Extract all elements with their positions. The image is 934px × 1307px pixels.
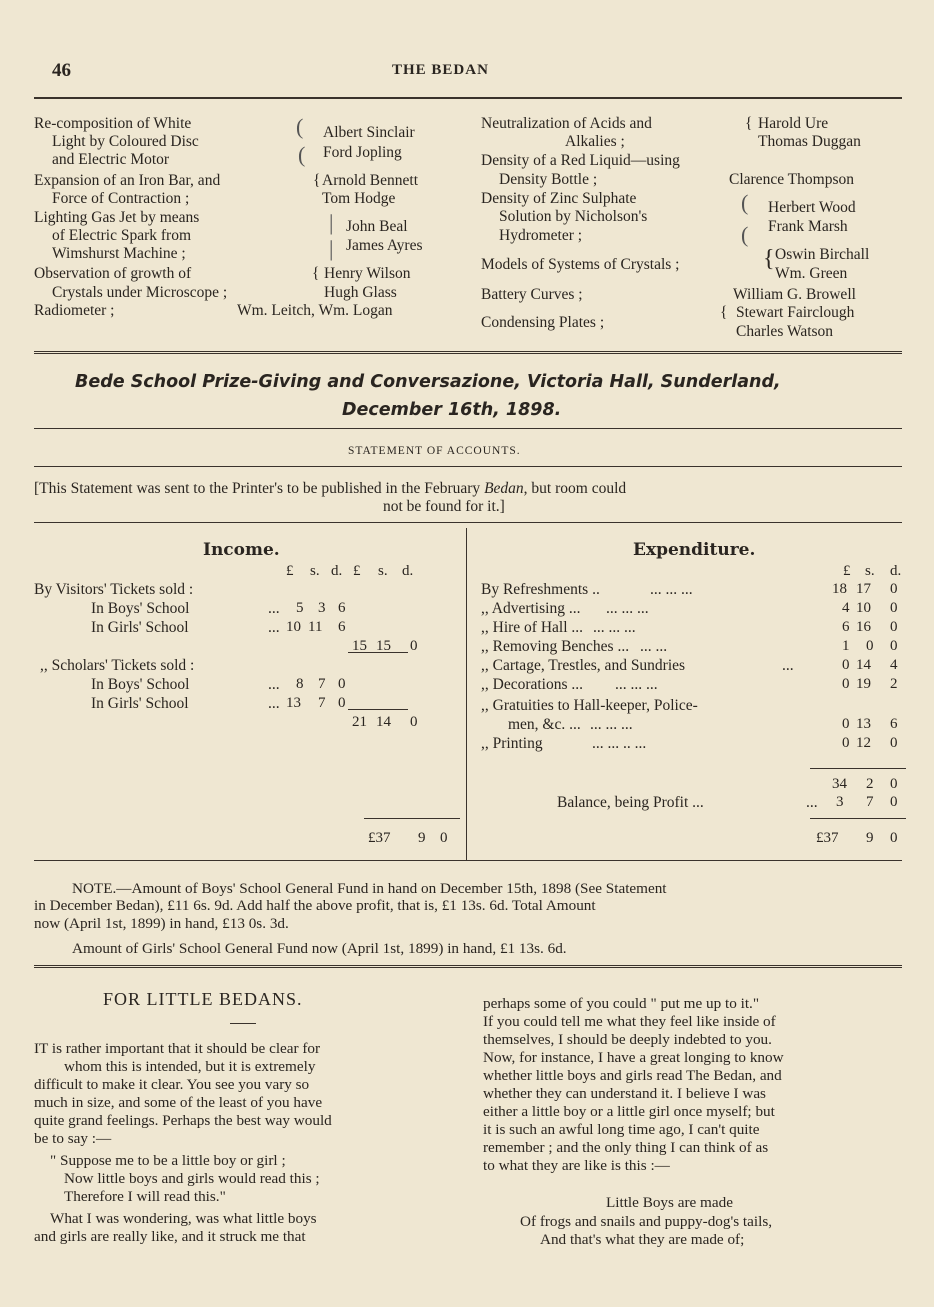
statement-heading: STATEMENT OF ACCOUNTS.: [348, 445, 521, 457]
accounts-bottom-rule: [34, 860, 902, 861]
experiment-title: Lighting Gas Jet by means: [34, 209, 200, 226]
leader-dots: ...: [268, 600, 280, 617]
title-rule: [34, 428, 902, 429]
expenditure-label: ,, Cartage, Trestles, and Sundries: [481, 657, 686, 674]
article-line: whether they can understand it. I believe I was: [483, 1085, 766, 1102]
experiment-name: Herbert Wood: [768, 199, 856, 216]
income-amount: 13: [286, 695, 301, 711]
expenditure-label: ,, Advertising ...: [481, 600, 581, 617]
article-line: Now, for instance, I have a great longing to know: [483, 1049, 784, 1066]
experiment-title: Observation of growth of: [34, 265, 192, 282]
experiment-title: Wimshurst Machine ;: [52, 245, 186, 262]
experiment-title: Expansion of an Iron Bar, and: [34, 172, 221, 189]
experiment-title: Battery Curves ;: [481, 286, 583, 303]
expenditure-total-pounds: £37: [816, 830, 839, 846]
experiment-name: John Beal: [346, 218, 408, 235]
income-label: In Boys' School: [91, 600, 190, 617]
expenditure-amount: 12: [856, 735, 871, 751]
expenditure-total-pence: 0: [890, 830, 898, 846]
experiment-name: Wm. Leitch, Wm. Logan: [237, 302, 393, 319]
expenditure-amount: 1: [842, 638, 850, 654]
expenditure-amount: 0: [842, 657, 850, 673]
expenditure-amount: 0: [890, 638, 898, 654]
income-total-pence: 0: [440, 830, 448, 846]
experiment-name: Henry Wilson: [324, 265, 411, 282]
column-head: d.: [402, 563, 414, 579]
income-amount: 6: [338, 619, 346, 635]
column-head: £: [353, 563, 361, 579]
experiment-name: William G. Browell: [733, 286, 856, 303]
leader-dots: ...: [268, 695, 280, 712]
note-line: Amount of Girls' School General Fund now (April 1st, 1899) in hand, £1 13s. 6d.: [72, 940, 567, 957]
income-amount: 0: [410, 638, 418, 654]
section-rule: [34, 351, 902, 354]
expenditure-amount: 13: [856, 716, 871, 732]
experiment-title: Force of Contraction ;: [52, 190, 190, 207]
income-amount: 6: [338, 600, 346, 616]
income-label: In Girls' School: [91, 695, 189, 712]
brace: (: [296, 114, 304, 139]
income-amount: 7: [318, 695, 326, 711]
leader-dots: ... ... ...: [593, 619, 636, 636]
experiment-name: Thomas Duggan: [758, 133, 861, 150]
expenditure-amount: 17: [856, 581, 871, 597]
experiment-title: Radiometer ;: [34, 302, 115, 319]
article-title: FOR LITTLE BEDANS.: [103, 989, 303, 1009]
income-amount: 11: [308, 619, 323, 635]
income-amount: 14: [376, 714, 391, 730]
article-line: IT is rather important that it should be clear for: [34, 1040, 321, 1057]
heading-rule: [34, 466, 902, 467]
leader-dots: ...: [268, 619, 280, 636]
expenditure-label: ,, Printing: [481, 735, 543, 752]
experiment-name: Hugh Glass: [324, 284, 397, 301]
leader-dots: ... ... .. ...: [592, 735, 647, 752]
expenditure-total-shillings: 9: [866, 830, 874, 846]
brace: {: [720, 304, 728, 321]
article-line: either a little boy or a little girl once myself; but: [483, 1103, 775, 1120]
income-amount: 7: [318, 676, 326, 692]
expenditure-label: ,, Gratuities to Hall-keeper, Police-: [481, 697, 698, 714]
leader-dots: ...: [782, 657, 794, 674]
article-line: perhaps some of you could " put me up to it.": [483, 995, 760, 1012]
column-head: s.: [378, 563, 388, 579]
verse-line: And that's what they are made of;: [540, 1231, 745, 1248]
expenditure-amount: 2: [890, 676, 898, 692]
income-total-pounds: £37: [368, 830, 391, 846]
article-line: " Suppose me to be a little boy or girl ;: [50, 1152, 286, 1169]
experiment-name: Stewart Fairclough: [736, 304, 855, 321]
leader-dots: ...: [268, 676, 280, 693]
page-number: 46: [52, 60, 71, 81]
leader-dots: ... ... ...: [650, 581, 693, 598]
header-rule: [34, 97, 902, 99]
note-line: now (April 1st, 1899) in hand, £13 0s. 3d.: [34, 915, 289, 932]
brace: (: [741, 190, 749, 215]
income-total-rule: [364, 818, 460, 819]
column-head: £: [843, 563, 851, 579]
income-subtotal-rule: [348, 709, 408, 710]
income-subtotal-rule: [348, 652, 408, 653]
expenditure-amount: 0: [890, 600, 898, 616]
income-label: In Boys' School: [91, 676, 190, 693]
experiment-title: Neutralization of Acids and: [481, 115, 652, 132]
accounts-divider: [466, 528, 467, 860]
leader-dots: ... ... ...: [606, 600, 649, 617]
experiment-name: Arnold Bennett: [322, 172, 418, 189]
experiment-title: Density of a Red Liquid—using: [481, 152, 680, 169]
leader-dots: ... ...: [640, 638, 668, 655]
expenditure-subtotal-shillings: 2: [866, 776, 874, 792]
note-line: in December Bedan), £11 6s. 9d. Add half the above profit, that is, £1 13s. 6d. Total Amount: [34, 897, 596, 914]
article-line: much in size, and some of the least of you have: [34, 1094, 323, 1111]
experiment-name: Oswin Birchall: [775, 246, 870, 263]
article-line: quite grand feelings. Perhaps the best way would: [34, 1112, 332, 1129]
verse-line: Of frogs and snails and puppy-dog's tails,: [520, 1213, 773, 1230]
article-line: If you could tell me what they feel like inside of: [483, 1013, 776, 1030]
income-total-shillings: 9: [418, 830, 426, 846]
statement-note: [This Statement was sent to the Printer's to be published in the February Bedan, but room could: [34, 480, 627, 497]
brace: {: [313, 172, 321, 189]
experiment-title: Re-composition of White: [34, 115, 192, 132]
expenditure-label: men, &c. ...: [508, 716, 581, 733]
experiment-name: James Ayres: [346, 237, 423, 254]
balance-label: Balance, being Profit ...: [557, 794, 704, 811]
leader-dots: ...: [806, 794, 818, 811]
income-label: ,, Scholars' Tickets sold :: [40, 657, 195, 674]
experiment-title: Models of Systems of Crystals ;: [481, 256, 680, 273]
experiment-title: Crystals under Microscope ;: [52, 284, 228, 301]
income-amount: 21: [352, 714, 367, 730]
income-heading: Income.: [203, 540, 280, 560]
income-amount: 15: [352, 638, 367, 654]
brace: (: [741, 222, 749, 247]
article-line: it is such an awful long time ago, I can't quite: [483, 1121, 760, 1138]
expenditure-amount: 0: [842, 735, 850, 751]
experiment-title: and Electric Motor: [52, 151, 170, 168]
event-title-line-1: Bede School Prize-Giving and Conversazione, Victoria Hall, Sunderland,: [75, 372, 781, 392]
section-rule: [34, 965, 902, 968]
experiment-title: Hydrometer ;: [499, 227, 583, 244]
verse-line: Little Boys are made: [606, 1194, 733, 1211]
expenditure-amount: 0: [866, 638, 874, 654]
column-head: s.: [310, 563, 320, 579]
expenditure-amount: 0: [890, 735, 898, 751]
income-amount: 0: [338, 676, 346, 692]
expenditure-amount: 16: [856, 619, 871, 635]
expenditure-total-rule: [810, 818, 906, 819]
income-label: In Girls' School: [91, 619, 189, 636]
article-line: difficult to make it clear. You see you vary so: [34, 1076, 310, 1093]
article-line: What I was wondering, was what little boys: [50, 1210, 317, 1227]
brace: {: [745, 115, 753, 132]
experiment-name: Charles Watson: [736, 323, 834, 340]
event-title-line-2: December 16th, 1898.: [342, 400, 562, 420]
expenditure-amount: 6: [890, 716, 898, 732]
article-line: themselves, I should be deeply indebted to you.: [483, 1031, 772, 1048]
column-head: £: [286, 563, 294, 579]
income-amount: 0: [410, 714, 418, 730]
statement-note-line-2: not be found for it.]: [383, 498, 505, 515]
experiment-title: Alkalies ;: [565, 133, 625, 150]
article-line: Now little boys and girls would read this ;: [64, 1170, 320, 1187]
column-head: d.: [890, 563, 902, 579]
article-line: whom this is intended, but it is extremely: [64, 1058, 316, 1075]
balance-pounds: 3: [836, 794, 844, 810]
brace: (: [298, 142, 306, 167]
note-line: NOTE.—Amount of Boys' School General Fund in hand on December 15th, 1898 (See Statement: [72, 880, 667, 897]
experiment-title: of Electric Spark from: [52, 227, 192, 244]
expenditure-amount: 6: [842, 619, 850, 635]
experiment-name: Tom Hodge: [322, 190, 396, 207]
experiment-name: Ford Jopling: [323, 144, 402, 161]
expenditure-amount: 10: [856, 600, 871, 616]
brace: |: [329, 210, 334, 235]
expenditure-amount: 18: [832, 581, 847, 597]
experiment-title: Condensing Plates ;: [481, 314, 605, 331]
title-dash: [230, 1023, 256, 1024]
expenditure-amount: 4: [890, 657, 898, 673]
column-head: s.: [865, 563, 875, 579]
income-label: By Visitors' Tickets sold :: [34, 581, 194, 598]
leader-dots: ... ... ...: [590, 716, 633, 733]
experiment-name: Harold Ure: [758, 115, 829, 132]
brace: {: [312, 265, 320, 282]
brace: |: [329, 236, 334, 261]
article-line: and girls are really like, and it struck me that: [34, 1228, 306, 1245]
income-amount: 0: [338, 695, 346, 711]
article-line: to what they are like is this :—: [483, 1157, 670, 1174]
expenditure-amount: 19: [856, 676, 871, 692]
income-amount: 8: [296, 676, 304, 692]
expenditure-amount: 0: [890, 581, 898, 597]
leader-dots: ... ... ...: [615, 676, 658, 693]
expenditure-label: ,, Removing Benches ...: [481, 638, 630, 655]
experiment-name: Clarence Thompson: [729, 171, 854, 188]
expenditure-label: ,, Decorations ...: [481, 676, 584, 693]
expenditure-heading: Expenditure.: [633, 540, 756, 560]
income-amount: 10: [286, 619, 301, 635]
experiment-title: Solution by Nicholson's: [499, 208, 648, 225]
expenditure-label: ,, Hire of Hall ...: [481, 619, 584, 636]
expenditure-amount: 14: [856, 657, 871, 673]
income-amount: 3: [318, 600, 326, 616]
experiment-name: Frank Marsh: [768, 218, 848, 235]
experiment-title: Light by Coloured Disc: [52, 133, 199, 150]
accounts-top-rule: [34, 522, 902, 523]
balance-shillings: 7: [866, 794, 874, 810]
expenditure-subtotal-pounds: 34: [832, 776, 847, 792]
income-amount: 15: [376, 638, 391, 654]
expenditure-subtotal-pence: 0: [890, 776, 898, 792]
expenditure-amount: 0: [890, 619, 898, 635]
expenditure-amount: 0: [842, 676, 850, 692]
income-amount: 5: [296, 600, 304, 616]
brace: {: [763, 246, 775, 272]
experiment-title: Density Bottle ;: [499, 171, 598, 188]
running-title: THE BEDAN: [392, 62, 489, 78]
expenditure-amount: 4: [842, 600, 850, 616]
experiment-title: Density of Zinc Sulphate: [481, 190, 637, 207]
experiment-name: Wm. Green: [775, 265, 848, 282]
column-head: d.: [331, 563, 343, 579]
article-line: Therefore I will read this.": [64, 1188, 226, 1205]
balance-pence: 0: [890, 794, 898, 810]
expenditure-subtotal-rule: [810, 768, 906, 769]
experiment-name: Albert Sinclair: [323, 124, 415, 141]
article-line: remember ; and the only thing I can think of as: [483, 1139, 769, 1156]
article-line: whether little boys and girls read The Bedan, and: [483, 1067, 782, 1084]
expenditure-label: By Refreshments ..: [481, 581, 600, 598]
article-line: be to say :—: [34, 1130, 112, 1147]
expenditure-amount: 0: [842, 716, 850, 732]
